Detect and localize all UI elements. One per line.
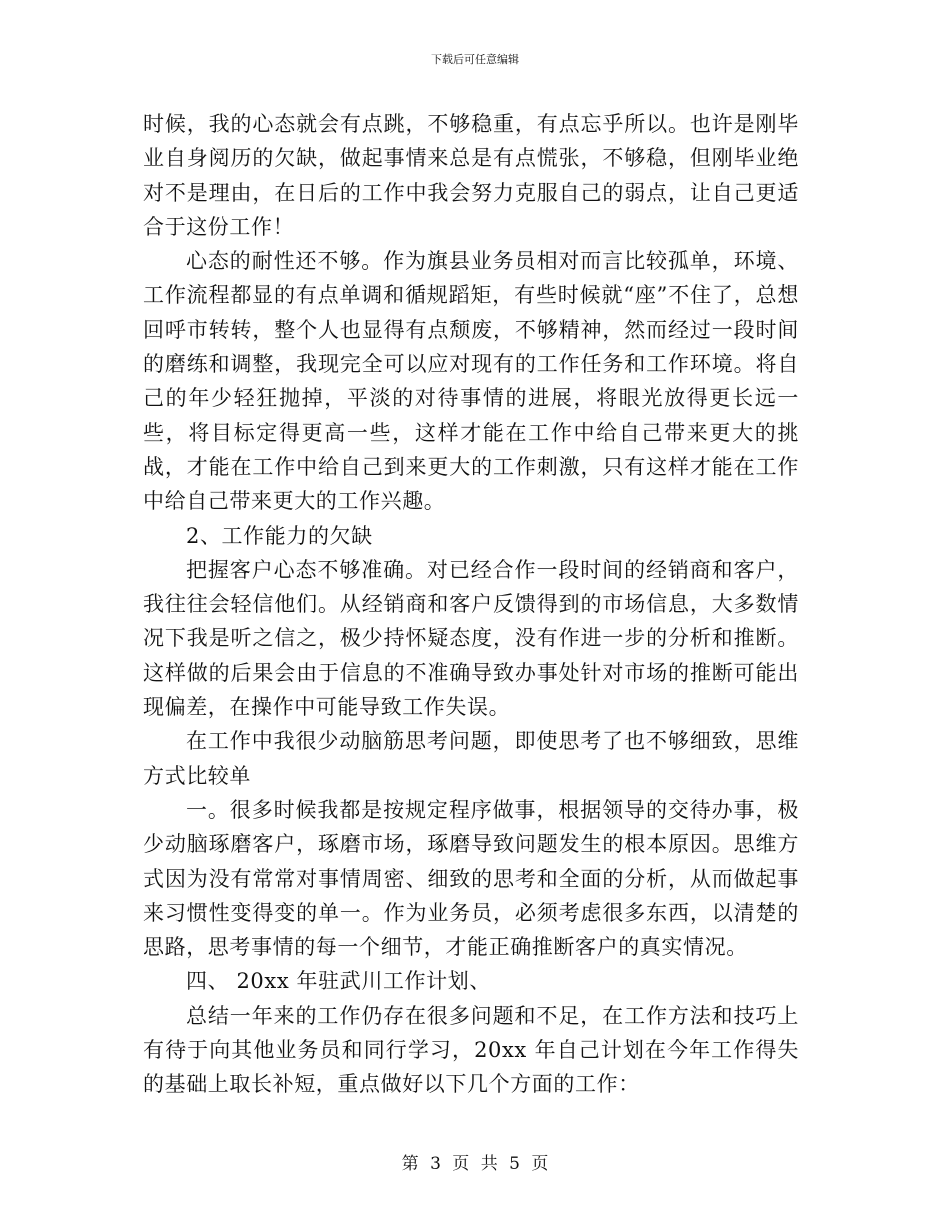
page-unit: 页 <box>452 1154 470 1174</box>
paragraph-1: 时候，我的心态就会有点跳，不够稳重，有点忘乎所以。也许是刚毕业自身阅历的欠缺，做起事情来总是有点慌张，不够稳，但刚毕业绝对不是理由，在日后的工作中我会努力克服自己的弱点，让自己更适合于这份工作！ <box>143 112 799 239</box>
total-label: 共 <box>480 1154 498 1174</box>
header-note: 下载后可任意编辑 <box>431 53 519 66</box>
page-number: 3 <box>430 1154 441 1174</box>
page-total: 5 <box>509 1154 520 1174</box>
document-body <box>143 107 799 1102</box>
section-heading-work-ability: 2、工作能力的欠缺 <box>186 523 373 548</box>
total-unit: 页 <box>531 1154 549 1174</box>
paragraph-3: 把握客户心态不够准确。对已经合作一段时间的经销商和客户，我往往会轻信他们。从经销商和客户反馈得到的市场信息，大多数情况下我是听之信之，极少持怀疑态度，没有作进一步的分析和推断。这样做的后果会由于信息的不准确导致办事处针对市场的推断可能出现偏差，在操作中可能导致工作失误。 <box>143 557 799 720</box>
paragraph-4: 在工作中我很少动脑筋思考问题，即使思考了也不够细致，思维方式比较单 <box>143 729 799 788</box>
paragraph-6: 总结一年来的工作仍存在很多问题和不足，在工作方法和技巧上有待于向其他业务员和同行学习，20xx 年自己计划在今年工作得失的基础上取长补短，重点做好以下几个方面的工作： <box>143 1003 799 1097</box>
page-footer <box>0 1153 950 1175</box>
page-label: 第 <box>401 1154 419 1174</box>
paragraph-5: 一。很多时候我都是按规定程序做事，根据领导的交待办事，极少动脑琢磨客户，琢磨市场，琢磨导致问题发生的根本原因。思维方式因为没有常常对事情周密、细致的思考和全面的分析，从而做起事来习惯性变得变的单一。作为业务员，必须考虑很多东西，以清楚的思路，思考事情的每一个细节，才能正确推断客户的真实情况。 <box>143 797 799 960</box>
paragraph-2: 心态的耐性还不够。作为旗县业务员相对而言比较孤单，环境、工作流程都显的有点单调和循规蹈矩，有些时候就“座”不住了，总想回呼市转转，整个人也显得有点颓废，不够精神，然而经过一段时间的磨练和调整，我现完全可以应对现有的工作任务和工作环境。将自己的年少轻狂抛掉，平淡的对待事情的进展，将眼光放得更长远一些，将目标定得更高一些，这样才能在工作中给自己带来更大的挑战，才能在工作中给自己到来更大的工作刺激，只有这样才能在工作中给自己带来更大的工作兴趣。 <box>143 249 799 514</box>
section-heading-work-plan: 四、 20xx 年驻武川工作计划、 <box>186 969 491 994</box>
